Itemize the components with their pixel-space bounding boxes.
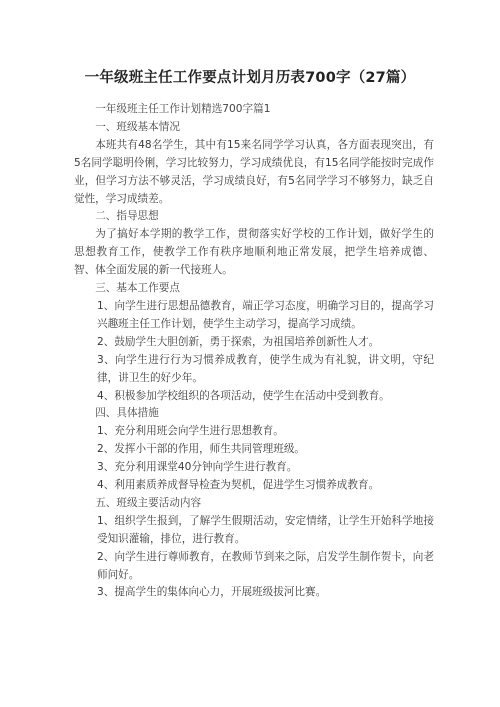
list-item-activity-2: 2、向学生进行尊师教育，在教师节到来之际，启发学生制作贺卡，向老师问好。 — [97, 550, 434, 581]
list-item-work-point-4: 4、积极参加学校组织的各项活动，使学生在活动中受到教育。 — [97, 389, 390, 402]
list-item-work-point-2: 2、鼓励学生大胆创新，勇于探索，为祖国培养创新性人才。 — [97, 335, 380, 348]
section-heading-work-points: 三、基本工作要点 — [95, 282, 180, 295]
paragraph-guiding-idea: 为了搞好本学期的教学工作，贯彻落实好学校的工作计划，做好学生的思想教育工作，使教学工作有秩序地顺利地正常发展，把学生培养成德、智、体全面发展的新一代接班人。 — [74, 228, 434, 277]
section-heading-measures: 四、具体措施 — [95, 407, 159, 420]
paragraph-class-situation: 本班共有48名学生，其中有15来名同学学习认真，各方面表现突出，有5名同学聪明伶俐，学习比较努力，学习成绩优良，有15名同学能按时完成作业，但学习方法不够灵活，学习成绩良好，有5名同学学习不够努力，缺乏自觉性，学习成绩差。 — [74, 138, 434, 205]
list-item-measure-1: 1、充分利用班会向学生进行思想教育。 — [97, 425, 284, 438]
list-item-activity-1: 1、组织学生报到，了解学生假期活动，安定情绪，让学生开始科学地接受知识灌输，排位，进行教育。 — [97, 514, 434, 545]
document-body — [74, 101, 434, 602]
list-item-activity-3: 3、提高学生的集体向心力，开展班级拔河比赛。 — [97, 586, 327, 599]
list-item-work-point-1: 1、向学生进行思想品德教育，端正学习态度，明确学习目的，提高学习兴趣班主任工作计划，使学生主动学习，提高学习成绩。 — [97, 299, 434, 330]
list-item-measure-3: 3、充分利用课堂40分钟向学生进行教育。 — [97, 461, 298, 474]
section-heading-class-situation: 一、班级基本情况 — [95, 120, 180, 133]
article-subtitle: 一年级班主任工作计划精选700字篇1 — [95, 103, 271, 115]
list-item-measure-2: 2、发挥小干部的作用，师生共同管理班级。 — [97, 443, 306, 456]
list-item-work-point-3: 3、向学生进行行为习惯养成教育，使学生成为有礼貌，讲文明，守纪律，讲卫生的好少年。 — [97, 353, 434, 384]
section-heading-guiding-idea: 二、指导思想 — [95, 210, 159, 223]
section-heading-activities: 五、班级主要活动内容 — [95, 496, 202, 509]
list-item-measure-4: 4、利用素质养成督导检查为契机，促进学生习惯养成教育。 — [97, 479, 380, 492]
document-title: 一年级班主任工作要点计划月历表700字（27篇） — [84, 70, 416, 86]
